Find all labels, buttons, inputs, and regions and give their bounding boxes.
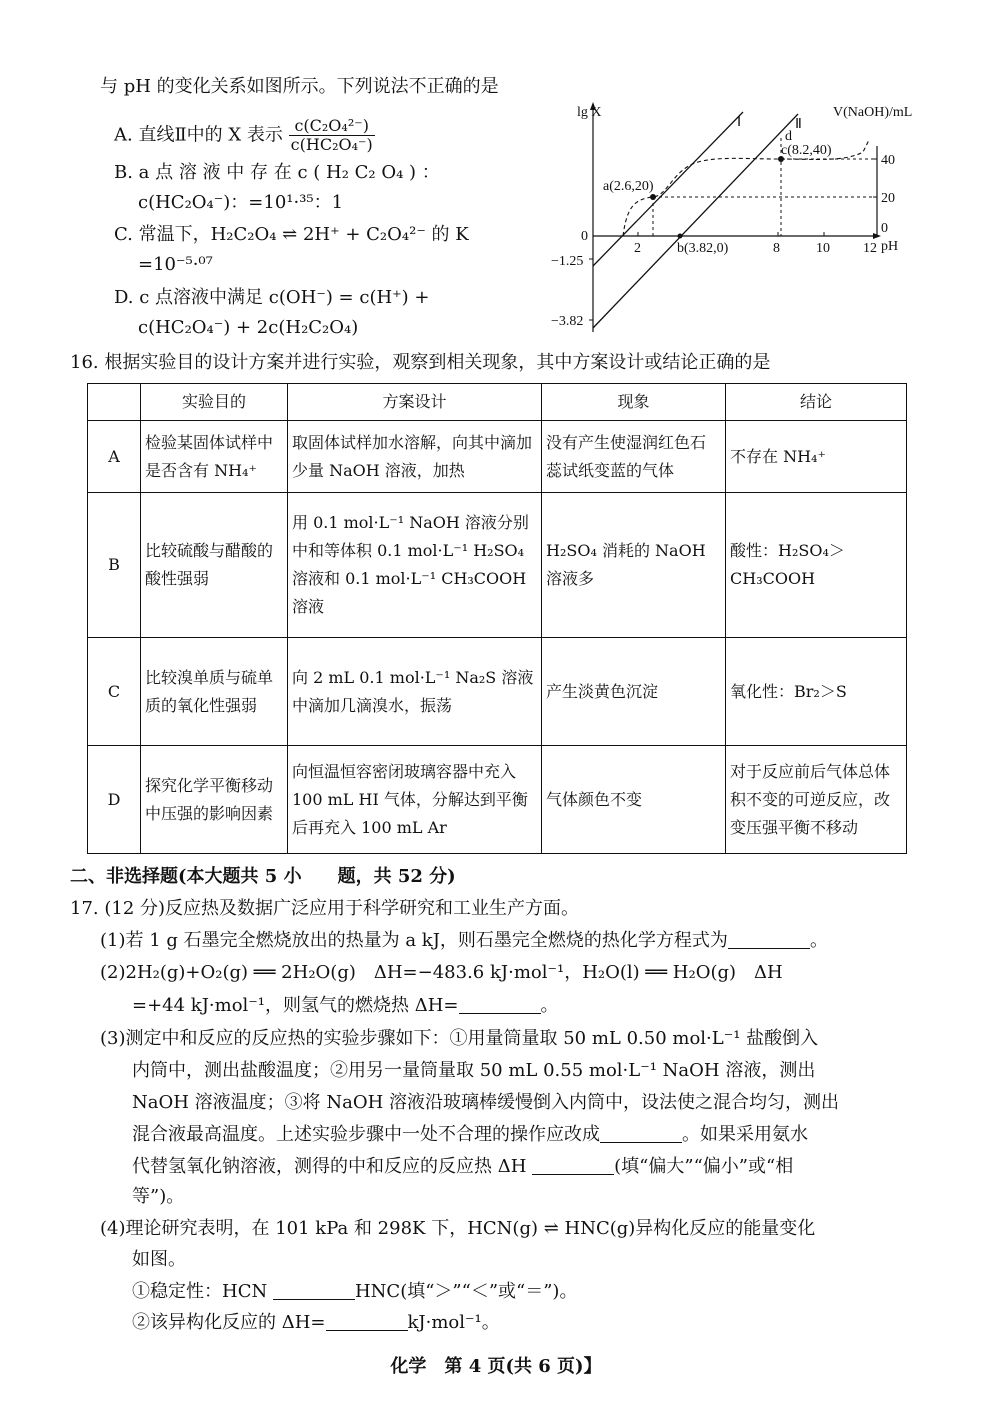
right-tick: 0 <box>881 221 888 236</box>
q17-part3-text-end: 。如果采用氨水 <box>682 1124 808 1145</box>
table-row <box>88 493 907 638</box>
q17-part2-line1: (2)2H₂(g)+O₂(g) ══ 2H₂O(g) ΔH=−483.6 kJ·mol⁻¹，H₂O(l) ══ H₂O(g) ΔH <box>100 962 783 983</box>
q17-stem: 17. (12 分)反应热及数据广泛应用于科学研究和工业生产方面。 <box>70 898 580 919</box>
row-plan: 向 2 mL 0.1 mol·L⁻¹ Na₂S 溶液中滴加几滴溴水，振荡 <box>288 638 542 746</box>
table-row <box>88 421 907 493</box>
row-goal: 比较硫酸与醋酸的酸性强弱 <box>141 493 288 638</box>
q17-part3-line3: NaOH 溶液温度；③将 NaOH 溶液沿玻璃棒缓慢倒入内筒中，设法使之混合均匀，测出 <box>132 1092 840 1113</box>
q17-part4-sub1 <box>132 1279 577 1305</box>
q17-part1-end: 。 <box>809 930 828 951</box>
experiment-table <box>87 383 907 854</box>
table-header <box>88 384 141 421</box>
row-phenomenon: H₂SO₄ 消耗的 NaOH 溶液多 <box>542 493 726 638</box>
row-option: B <box>88 493 141 638</box>
y-left-label: lg X <box>577 105 602 120</box>
q15-graph <box>545 96 935 341</box>
q15-option-a-text: A. 直线Ⅱ中的 X 表示 <box>114 124 283 146</box>
q15-option-d-line2: c(HC₂O₄⁻) + 2c(H₂C₂O₄) <box>138 317 359 338</box>
answer-blank[interactable] <box>459 995 541 1014</box>
answer-blank[interactable] <box>273 1281 355 1300</box>
point-c-label: c(8.2,40) <box>781 143 832 158</box>
line-i-label: Ⅰ <box>737 115 742 130</box>
answer-blank[interactable] <box>600 1124 682 1143</box>
row-goal: 比较溴单质与硫单质的氧化性强弱 <box>141 638 288 746</box>
x-tick: 12 <box>863 241 877 256</box>
q17-part3-line5 <box>132 1154 793 1180</box>
point-a-label: a(2.6,20) <box>603 179 654 194</box>
q15-intro: 与 pH 的变化关系如图所示。下列说法不正确的是 <box>100 76 499 97</box>
q17-part4-sub1-end: HNC(填“＞”“＜”或“＝”)。 <box>354 1281 578 1302</box>
point-a <box>650 194 656 200</box>
row-plan: 用 0.1 mol·L⁻¹ NaOH 溶液分别中和等体积 0.1 mol·L⁻¹ H₂SO₄ 溶液和 0.1 mol·L⁻¹ CH₃COOH 溶液 <box>288 493 542 638</box>
row-option: A <box>88 421 141 493</box>
q15-option-b-line1: B. a 点 溶 液 中 存 在 c ( H₂ C₂ O₄ ) ： <box>114 162 440 183</box>
titration-curve <box>623 140 869 236</box>
table-header: 结论 <box>726 384 907 421</box>
row-conclusion: 酸性：H₂SO₄＞CH₃COOH <box>726 493 907 638</box>
row-conclusion: 对于反应前后气体总体积不变的可逆反应，改变压强平衡不移动 <box>726 746 907 854</box>
row-phenomenon: 没有产生使湿润红色石蕊试纸变蓝的气体 <box>542 421 726 493</box>
q17-part3-line4 <box>132 1122 808 1148</box>
x-tick: 2 <box>634 241 641 256</box>
x-tick: 10 <box>816 241 830 256</box>
right-tick: 40 <box>881 153 895 168</box>
q15-option-d-line1: D. c 点溶液中满足 c(OH⁻) = c(H⁺) + <box>114 287 430 308</box>
row-conclusion: 不存在 NH₄⁺ <box>726 421 907 493</box>
left-tick: 0 <box>581 229 588 244</box>
answer-blank[interactable] <box>532 1156 614 1175</box>
point-b <box>678 234 683 239</box>
q17-part3-line2: 内筒中，测出盐酸温度；②用另一量筒量取 50 mL 0.55 mol·L⁻¹ NaOH 溶液，测出 <box>132 1060 816 1081</box>
line-ii-label: Ⅱ <box>795 117 802 132</box>
row-goal: 探究化学平衡移动中压强的影响因素 <box>141 746 288 854</box>
y-right-label: V(NaOH)/mL <box>833 105 913 120</box>
table-row <box>88 746 907 854</box>
q15-option-c-line1: C. 常温下，H₂C₂O₄ ⇌ 2H⁺ + C₂O₄²⁻ 的 K <box>114 224 469 245</box>
row-plan: 取固体试样加水溶解，向其中滴加少量 NaOH 溶液，加热 <box>288 421 542 493</box>
row-phenomenon: 气体颜色不变 <box>542 746 726 854</box>
q17-part3-text: 混合液最高温度。上述实验步骤中一处不合理的操作应改成 <box>132 1124 600 1145</box>
right-tick: 20 <box>881 191 895 206</box>
q17-part4-sub1-text: ①稳定性：HCN <box>132 1281 268 1302</box>
row-conclusion: 氧化性：Br₂＞S <box>726 638 907 746</box>
row-plan: 向恒温恒容密闭玻璃容器中充入 100 mL HI 气体，分解达到平衡后再充入 100 mL Ar <box>288 746 542 854</box>
q15-option-a <box>114 117 375 154</box>
line-ii <box>593 114 798 328</box>
table-header: 现象 <box>542 384 726 421</box>
q17-part2-line2 <box>132 993 559 1019</box>
q17-part1-text: (1)若 1 g 石墨完全燃烧放出的热量为 a kJ，则石墨完全燃烧的热化学方程式为 <box>100 930 728 951</box>
page-footer: 化学 第 4 页(共 6 页)】 <box>390 1356 602 1377</box>
q17-part1 <box>100 928 828 954</box>
table-header-row <box>88 384 907 421</box>
q16-stem: 16. 根据实验目的设计方案并进行实验，观察到相关现象，其中方案设计或结论正确的是 <box>70 352 771 373</box>
point-b-label: b(3.82,0) <box>677 241 729 256</box>
q17-part3-line1: (3)测定中和反应的反应热的实验步骤如下：①用量筒量取 50 mL 0.50 mol·L⁻¹ 盐酸倒入 <box>100 1028 819 1049</box>
q17-part3-text-end: (填“偏大”“偏小”或“相 <box>614 1156 794 1177</box>
row-option: C <box>88 638 141 746</box>
q17-part4-line1: (4)理论研究表明，在 101 kPa 和 298K 下，HCN(g) ⇌ HNC(g)异构化反应的能量变化 <box>100 1218 816 1239</box>
q17-part4-sub2-end: kJ·mol⁻¹。 <box>407 1312 500 1333</box>
left-tick: −3.82 <box>551 314 584 329</box>
x-label: pH <box>881 239 899 254</box>
q17-part3-line6: 等”)。 <box>132 1186 185 1207</box>
q17-part3-text: 代替氢氧化钠溶液，测得的中和反应的反应热 ΔH <box>132 1156 527 1177</box>
q15-option-c-line2: =10⁻⁵·⁰⁷ <box>138 254 213 275</box>
fraction <box>289 117 375 154</box>
left-tick: −1.25 <box>551 254 584 269</box>
fraction-denominator: c(HC₂O₄⁻) <box>290 135 373 154</box>
table-row <box>88 638 907 746</box>
answer-blank[interactable] <box>728 930 810 949</box>
table-header: 方案设计 <box>288 384 542 421</box>
q17-part2-text: =+44 kJ·mol⁻¹，则氢气的燃烧热 ΔH= <box>132 995 459 1016</box>
q17-part4-sub2 <box>132 1310 500 1336</box>
section-heading: 二、非选择题(本大题共 5 小 题，共 52 分) <box>70 866 456 887</box>
q17-part4-sub2-text: ②该异构化反应的 ΔH= <box>132 1312 326 1333</box>
q15-option-b-line2: c(HC₂O₄⁻)：=10¹·³⁵：1 <box>138 192 344 213</box>
q17-part2-end: 。 <box>540 995 559 1016</box>
row-phenomenon: 产生淡黄色沉淀 <box>542 638 726 746</box>
x-tick: 8 <box>773 241 780 256</box>
table-header: 实验目的 <box>141 384 288 421</box>
row-goal: 检验某固体试样中是否含有 NH₄⁺ <box>141 421 288 493</box>
fraction-numerator: c(C₂O₄²⁻) <box>289 117 375 136</box>
q17-part4-line2: 如图。 <box>132 1249 186 1270</box>
row-option: D <box>88 746 141 854</box>
point-d-label: d <box>785 129 792 144</box>
answer-blank[interactable] <box>326 1312 408 1331</box>
